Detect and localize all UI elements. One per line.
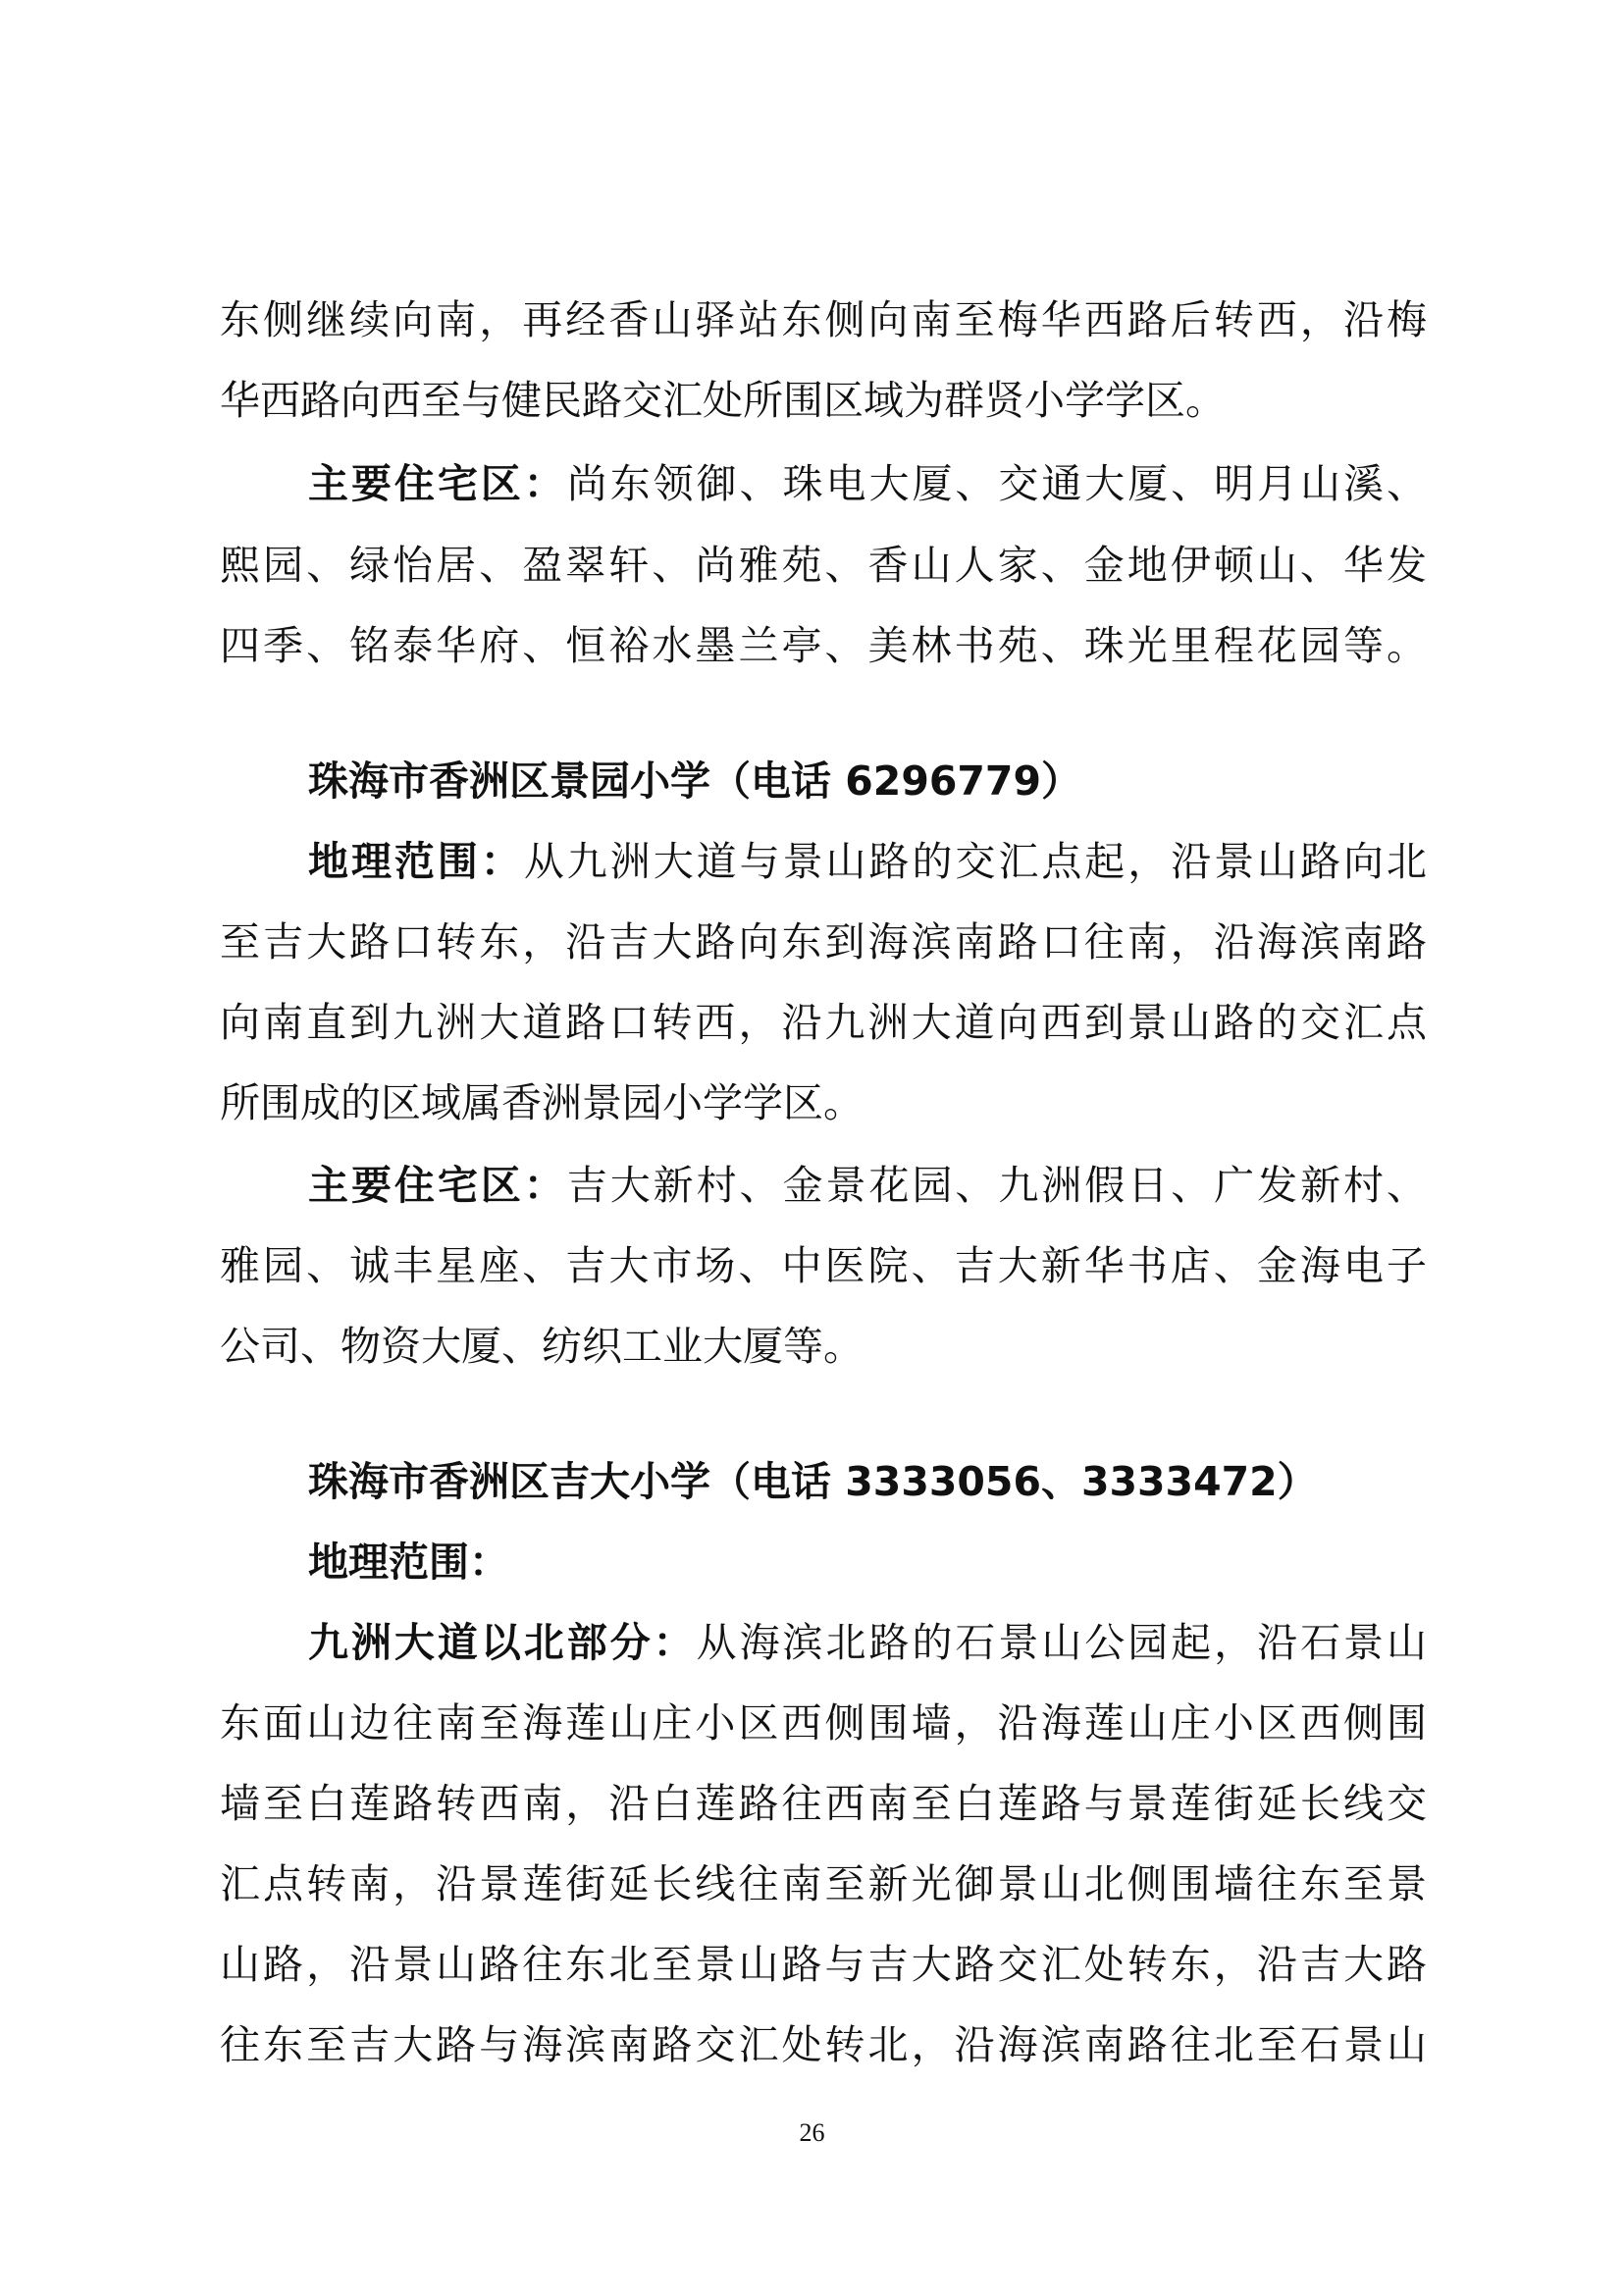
paragraph-line: 汇点转南，沿景莲街延长线往南至新光御景山北侧围墙往东至景 bbox=[220, 1860, 1427, 1907]
residential-paragraph-line bbox=[308, 454, 1427, 513]
residential-label: 主要住宅区： bbox=[308, 1162, 567, 1209]
residential-paragraph-line bbox=[308, 1156, 1427, 1215]
scope-label: 地理范围： bbox=[308, 838, 524, 885]
residential-text: 尚东领御、珠电大厦、交通大厦、明月山溪、 bbox=[566, 460, 1428, 507]
paragraph-line: 华西路向西至与健民路交汇处所围区域为群贤小学学区。 bbox=[220, 377, 1226, 424]
scope-label: 地理范围： bbox=[308, 1539, 509, 1586]
page-number: 26 bbox=[799, 2118, 825, 2147]
residential-label: 主要住宅区： bbox=[308, 460, 567, 507]
paragraph-line: 四季、铭泰华府、恒裕水墨兰亭、美林书苑、珠光里程花园等。 bbox=[220, 622, 1427, 669]
paragraph-line: 往东至吉大路与海滨南路交汇处转北，沿海滨南路往北至石景山 bbox=[220, 2021, 1427, 2068]
paragraph-line: 所围成的区域属香洲景园小学学区。 bbox=[220, 1079, 864, 1126]
school-heading: 珠海市香洲区吉大小学（电话 3333056、3333472） bbox=[308, 1458, 1318, 1505]
north-label: 九洲大道以北部分： bbox=[308, 1619, 697, 1666]
paragraph-line: 雅园、诚丰星座、吉大市场、中医院、吉大新华书店、金海电子 bbox=[220, 1242, 1427, 1289]
paragraph-line: 熙园、绿怡居、盈翠轩、尚雅苑、香山人家、金地伊顿山、华发 bbox=[220, 542, 1427, 589]
school-heading: 珠海市香洲区景园小学（电话 6296779） bbox=[308, 757, 1081, 805]
paragraph-line: 墙至白莲路转西南，沿白莲路往西南至白莲路与景莲街延长线交 bbox=[220, 1780, 1427, 1827]
paragraph-line: 东侧继续向南，再经香山驿站东侧向南至梅华西路后转西，沿梅 bbox=[220, 296, 1427, 343]
residential-text: 吉大新村、金景花园、九洲假日、广发新村、 bbox=[566, 1162, 1428, 1209]
north-text: 从海滨北路的石景山公园起，沿石景山 bbox=[696, 1619, 1427, 1666]
scope-text: 从九洲大道与景山路的交汇点起，沿景山路向北 bbox=[523, 838, 1428, 885]
paragraph-line: 至吉大路口转东，沿吉大路向东到海滨南路口往南，沿海滨南路 bbox=[220, 918, 1427, 965]
paragraph-line: 山路，沿景山路往东北至景山路与吉大路交汇处转东，沿吉大路 bbox=[220, 1941, 1427, 1988]
scope-paragraph-line bbox=[308, 832, 1427, 891]
paragraph-line: 公司、物资大厦、纺织工业大厦等。 bbox=[220, 1323, 864, 1370]
paragraph-line: 东面山边往南至海莲山庄小区西侧围墙，沿海莲山庄小区西侧围 bbox=[220, 1699, 1427, 1747]
paragraph-line: 向南直到九洲大道路口转西，沿九洲大道向西到景山路的交汇点 bbox=[220, 999, 1427, 1046]
north-paragraph-line bbox=[308, 1613, 1427, 1672]
